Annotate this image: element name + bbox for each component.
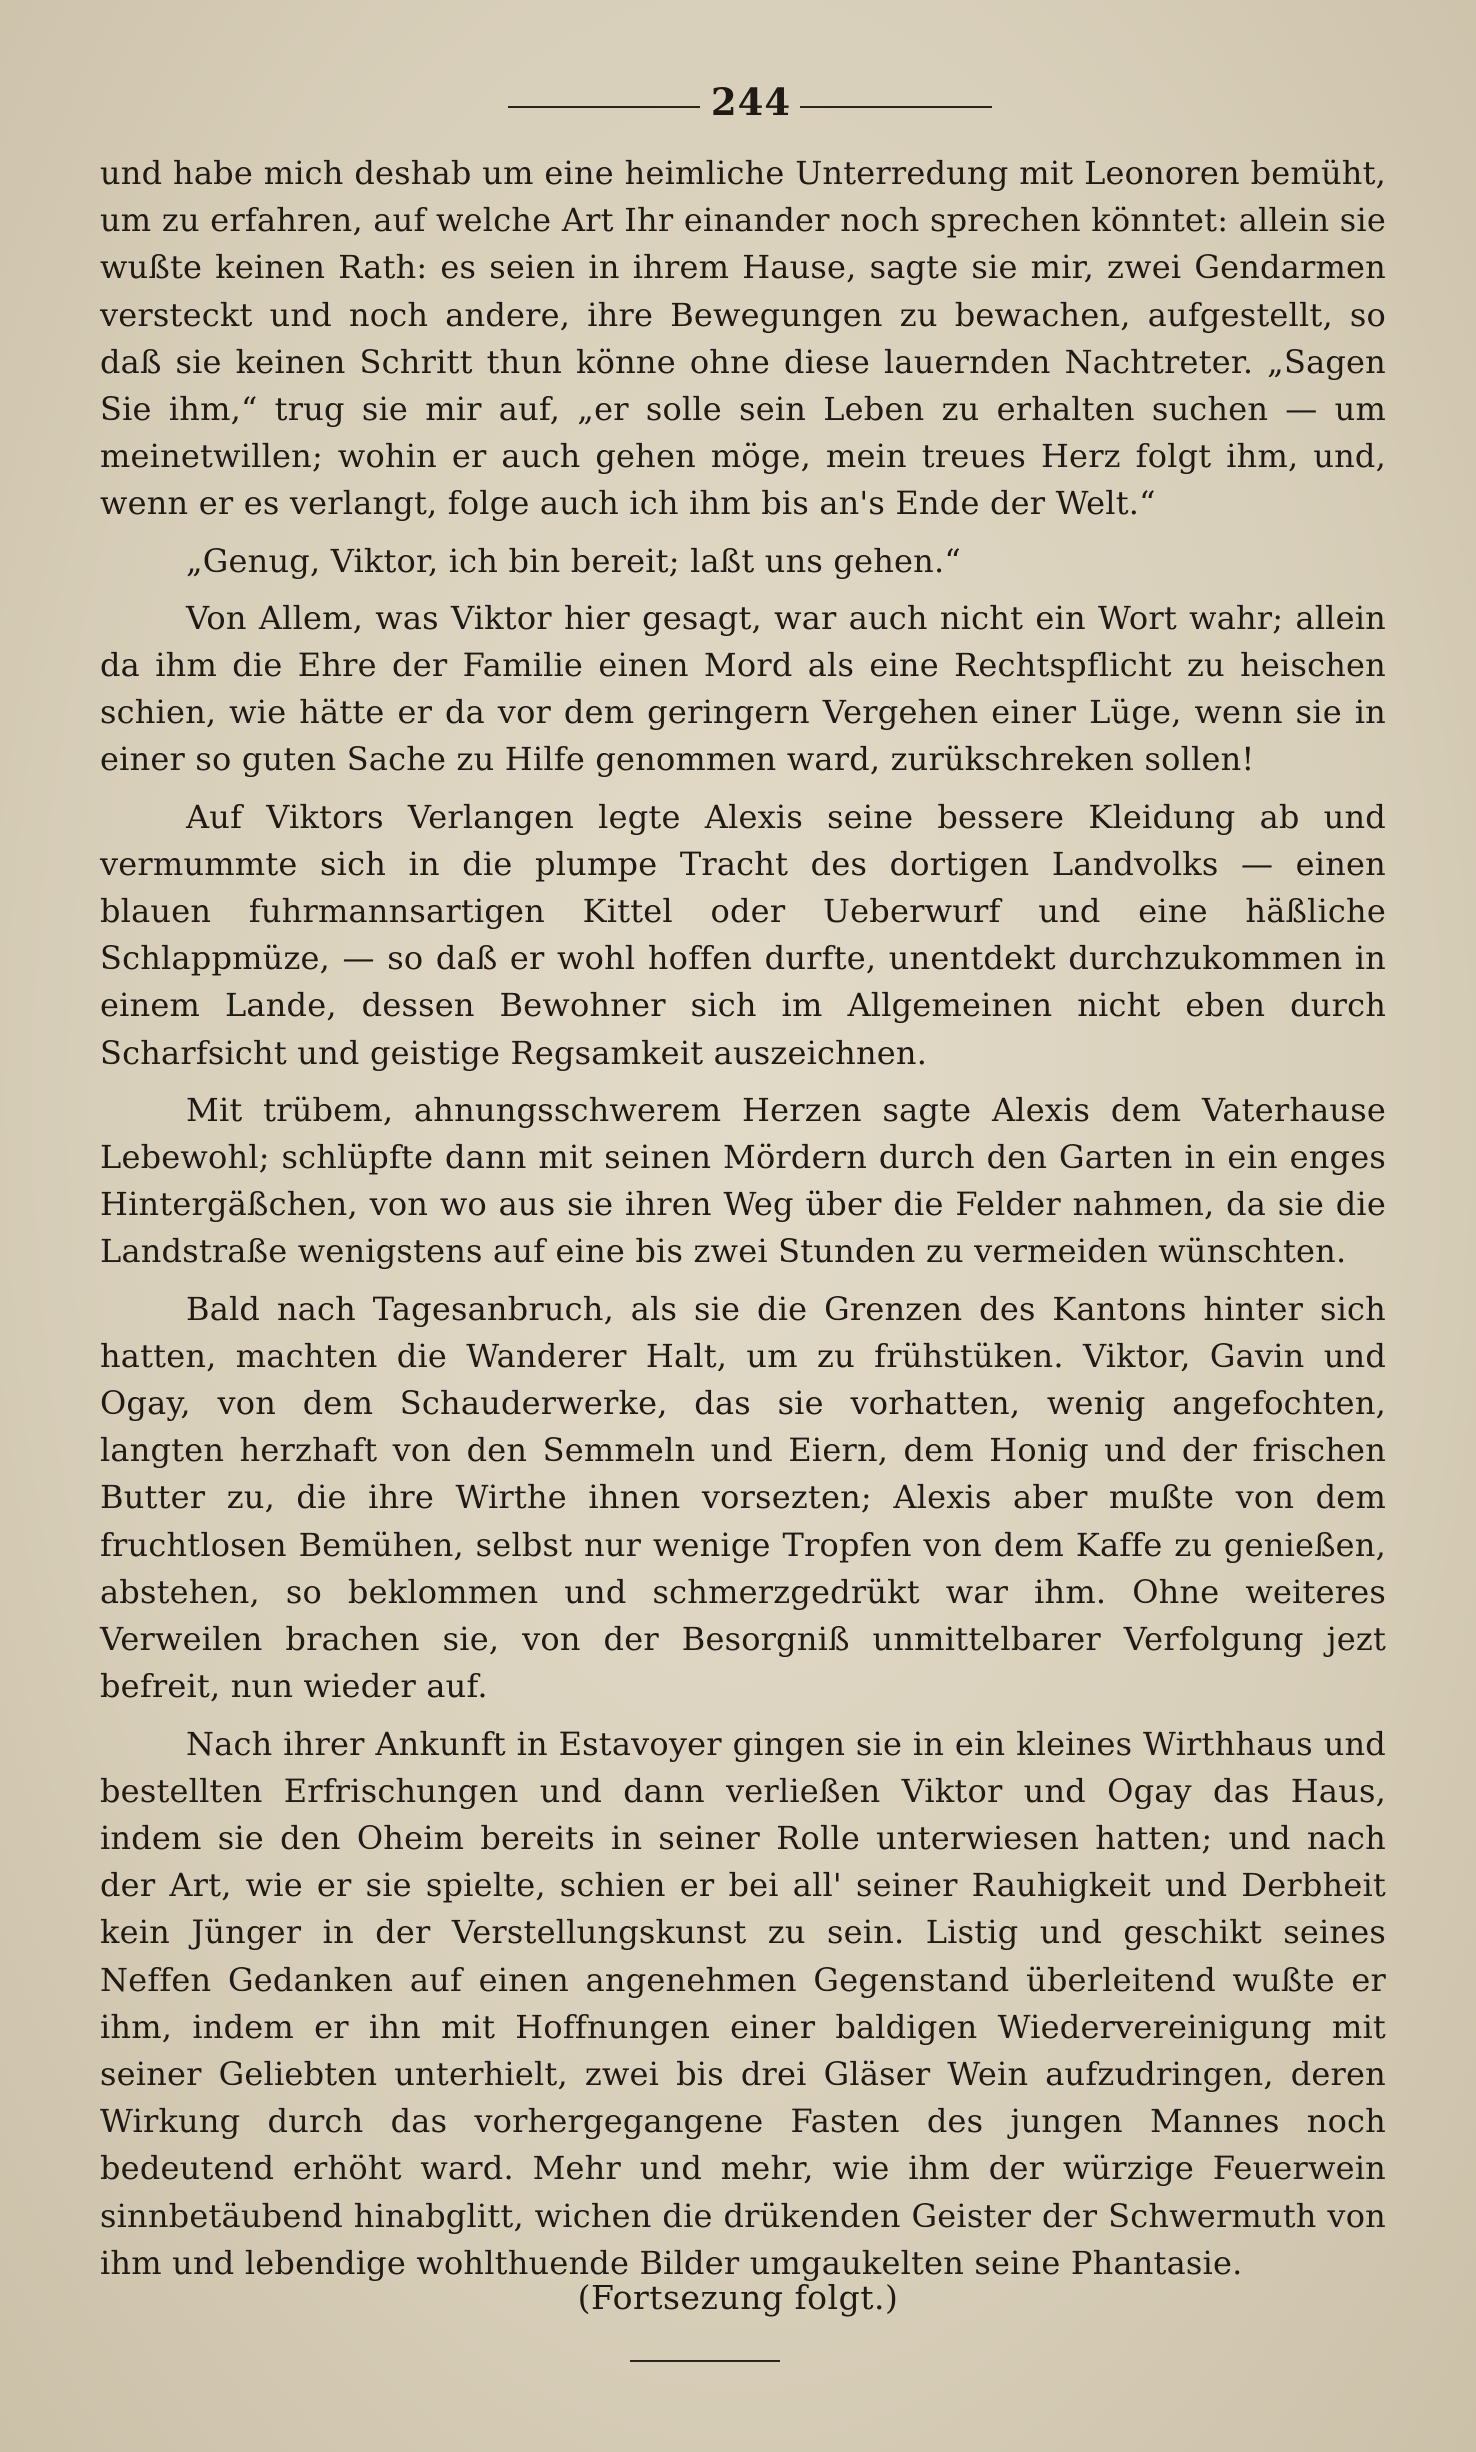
paragraph-4: Auf Viktors Verlangen legte Alexis seine bessere Kleidung ab und vermummte sich in die plumpe Tracht des dortigen Landvolks — einen blauen fuhrmannsartigen Kittel oder Ueberwurf und eine häßliche Schlappmüze, — so daß er wohl hoffen durfte, unentdekt durchzukommen in einem Lande, dessen Bewohner sich im Allgemeinen nicht eben durch Scharfsicht und geistige Regsamkeit auszeichnen. [100, 797, 1386, 1072]
end-rule [630, 2360, 780, 2362]
header-rule-right [800, 106, 992, 108]
paragraph-2: „Genug, Viktor, ich bin bereit; laßt uns gehen.“ [186, 541, 961, 580]
paragraph-7: Nach ihrer Ankunft in Estavoyer gingen sie in ein kleines Wirthhaus und bestellten Erfrischungen und dann verließen Viktor und Ogay das Haus, indem sie den Oheim bereits in seiner Rolle unterwiesen hatten; und nach der Art, wie er sie spielte, schien er bei all' seiner Rauhigkeit und Derbheit kein Jünger in der Verstellungskunst zu sein. Listig und geschikt seines Neffen Gedanken auf einen angenehmen Gegenstand überleitend wußte er ihm, indem er ihn mit Hoffnungen einer baldigen Wiedervereinigung mit seiner Geliebten unterhielt, zwei bis drei Gläser Wein aufzudringen, deren Wirkung durch das vorhergegangene Fasten des jungen Mannes noch bedeutend erhöht ward. Mehr und mehr, wie ihm der würzige Feuerwein sinnbetäubend hinabglitt, wichen die drükenden Geister der Schwermuth von ihm und lebendige wohlthuende Bilder umgaukelten seine Phantasie. [100, 1724, 1386, 2282]
header-rule-left [508, 106, 700, 108]
paragraph-5: Mit trübem, ahnungsschwerem Herzen sagte Alexis dem Vaterhause Lebewohl; schlüpfte dann mit seinen Mördern durch den Garten in ein enges Hintergäßchen, von wo aus sie ihren Weg über die Felder nahmen, da sie die Landstraße wenigstens auf eine bis zwei Stunden zu vermeiden wünschten. [100, 1090, 1386, 1271]
continuation-note: (Fortsezung folgt.) [577, 2278, 899, 2317]
paragraph-3: Von Allem, was Viktor hier gesagt, war auch nicht ein Wort wahr; allein da ihm die Ehre der Familie einen Mord als eine Rechtspflicht zu heischen schien, wie hätte er da vor dem geringern Vergehen einer Lüge, wenn sie in einer so guten Sache zu Hilfe genommen ward, zurükschreken sollen! [100, 598, 1386, 779]
paragraph-1: und habe mich deshab um eine heimliche Unterredung mit Leonoren bemüht, um zu erfahren, auf welche Art Ihr einander noch sprechen könntet: allein sie wußte keinen Rath: es seien in ihrem Hause, sagte sie mir, zwei Gendarmen versteckt und noch andere, ihre Bewegungen zu bewachen, aufgestellt, so daß sie keinen Schritt thun könne ohne diese lauernden Nachtreter. „Sagen Sie ihm,“ trug sie mir auf, „er solle sein Leben zu erhalten suchen — um meinetwillen; wohin er auch gehen möge, mein treues Herz folgt ihm, und, wenn er es verlangt, folge auch ich ihm bis an's Ende der Welt.“ [100, 154, 1386, 523]
paragraph-6: Bald nach Tagesanbruch, als sie die Grenzen des Kantons hinter sich hatten, machten die Wanderer Halt, um zu frühstüken. Viktor, Gavin und Ogay, von dem Schauderwerke, das sie vorhatten, wenig angefochten, langten herzhaft von den Semmeln und Eiern, dem Honig und der frischen Butter zu, die ihre Wirthe ihnen vorsezten; Alexis aber mußte von dem fruchtlosen Bemühen, selbst nur wenige Tropfen von dem Kaffe zu genießen, abstehen, so beklommen und schmerzgedrükt war ihm. Ohne weiteres Verweilen brachen sie, von der Besorgniß unmittelbarer Verfolgung jezt befreit, nun wieder auf. [100, 1289, 1386, 1706]
body-text [100, 150, 1386, 2297]
page-header [0, 78, 1476, 124]
page-number: 244 [710, 80, 792, 124]
